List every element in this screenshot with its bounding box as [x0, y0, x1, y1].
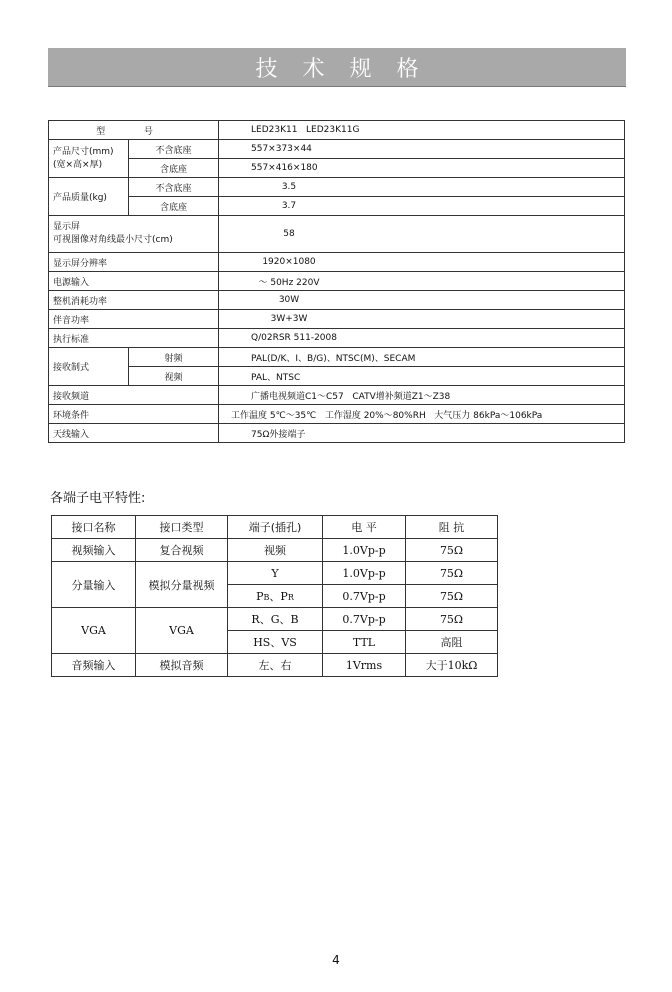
- port-level: TTL: [323, 631, 406, 654]
- system-label: 接收制式: [49, 348, 129, 386]
- audio-power-value: 3W+3W: [270, 314, 308, 324]
- weight-label: 产品质量(kg): [49, 178, 129, 216]
- table-row: [49, 329, 625, 348]
- page-title-bar: [48, 48, 626, 87]
- page-number: 4: [332, 953, 340, 967]
- standard-value: Q/02RSR 511-2008: [219, 329, 625, 348]
- port-name: 视频输入: [52, 539, 136, 562]
- resolution-label: 显示屏分辨率: [49, 253, 219, 272]
- size-with-stand-label: 含底座: [129, 159, 219, 178]
- page-title: 技 术 规 格: [255, 56, 428, 82]
- table-row: [49, 367, 625, 386]
- port-terminal: 视频: [228, 539, 323, 562]
- weight-with-stand-value: 3.7: [281, 201, 297, 211]
- display-value: 58: [283, 229, 295, 239]
- port-level: 1.0Vp-p: [323, 562, 406, 585]
- size-no-stand-label: 不含底座: [129, 140, 219, 159]
- size-label-line2: (宽×高×厚): [53, 159, 103, 170]
- antenna-label: 天线输入: [49, 424, 219, 443]
- port-type: 模拟音频: [136, 654, 228, 677]
- table-row: [49, 159, 625, 178]
- power-input-value: ～ 50Hz 220V: [258, 277, 320, 288]
- port-impedance: 75Ω: [406, 608, 498, 631]
- pb-subscript: B: [263, 593, 270, 602]
- model-value: LED23K11 LED23K11G: [251, 125, 360, 135]
- power-input-label: 电源输入: [49, 272, 219, 291]
- port-terminal: 左、右: [228, 654, 323, 677]
- pb-letter: P: [256, 590, 264, 603]
- audio-power-label: 伴音功率: [49, 310, 219, 329]
- port-impedance: 75Ω: [406, 585, 498, 608]
- port-level: 0.7Vp-p: [323, 585, 406, 608]
- column-header: 端子(插孔): [228, 516, 323, 539]
- env-value: 工作温度 5℃～35℃ 工作湿度 20%～80%RH 大气压力 86kPa～106kPa: [231, 410, 543, 421]
- section-heading: 各端子电平特性:: [50, 491, 146, 506]
- table-row: [52, 562, 498, 585]
- column-header: 接口类型: [136, 516, 228, 539]
- display-label-line1: 显示屏: [53, 222, 81, 232]
- weight-with-stand-label: 含底座: [129, 197, 219, 216]
- table-row: [49, 121, 625, 140]
- resolution-value: 1920×1080: [262, 257, 316, 267]
- power-consumption-value: 30W: [278, 295, 300, 305]
- pr-letter: P: [280, 590, 288, 603]
- port-type: 模拟分量视频: [136, 562, 228, 608]
- pr-subscript: R: [287, 593, 294, 602]
- model-label: 型 号: [96, 126, 171, 137]
- port-terminal: [228, 585, 323, 608]
- port-name: 音频输入: [52, 654, 136, 677]
- port-type: VGA: [136, 608, 228, 654]
- table-row: [49, 291, 625, 310]
- column-header: 电 平: [323, 516, 406, 539]
- port-name: VGA: [52, 608, 136, 654]
- port-impedance: 高阻: [406, 631, 498, 654]
- column-header: 接口名称: [52, 516, 136, 539]
- column-header: 阻 抗: [406, 516, 498, 539]
- table-row: [49, 424, 625, 443]
- table-row: [49, 253, 625, 272]
- weight-no-stand-label: 不含底座: [129, 178, 219, 197]
- port-terminal: Y: [228, 562, 323, 585]
- table-row: [49, 197, 625, 216]
- port-terminal: HS、VS: [228, 631, 323, 654]
- port-level: 0.7Vp-p: [323, 608, 406, 631]
- table-row: [49, 348, 625, 367]
- standard-label: 执行标准: [49, 329, 219, 348]
- size-with-stand-value: 557×416×180: [219, 159, 625, 178]
- table-header-row: [52, 516, 498, 539]
- terminal-separator: 、: [269, 590, 281, 603]
- rf-value: PAL(D/K、I、B/G)、NTSC(M)、SECAM: [219, 348, 625, 367]
- table-row: [49, 272, 625, 291]
- video-label: 视频: [129, 367, 219, 386]
- table-row: [49, 140, 625, 159]
- port-impedance: 75Ω: [406, 562, 498, 585]
- spec-table: [48, 120, 625, 443]
- table-row: [49, 405, 625, 424]
- port-name: 分量输入: [52, 562, 136, 608]
- port-impedance: 75Ω: [406, 539, 498, 562]
- antenna-value: 75Ω外接端子: [219, 424, 625, 443]
- port-type: 复合视频: [136, 539, 228, 562]
- weight-no-stand-value: 3.5: [281, 182, 297, 192]
- channel-label: 接收频道: [49, 386, 219, 405]
- port-level: 1.0Vp-p: [323, 539, 406, 562]
- rf-label: 射频: [129, 348, 219, 367]
- port-level-table: [51, 515, 498, 677]
- size-label-line1: 产品尺寸(mm): [53, 146, 114, 157]
- port-terminal: R、G、B: [228, 608, 323, 631]
- table-row: [52, 539, 498, 562]
- table-row: [52, 608, 498, 631]
- table-row: [49, 310, 625, 329]
- table-row: [49, 386, 625, 405]
- table-row: [49, 216, 625, 253]
- size-no-stand-value: 557×373×44: [219, 140, 625, 159]
- channel-value: 广播电视频道C1～C57 CATV增补频道Z1～Z38: [251, 391, 451, 402]
- table-row: [52, 654, 498, 677]
- video-value: PAL、NTSC: [219, 367, 625, 386]
- port-level: 1Vrms: [323, 654, 406, 677]
- display-label-line2: 可视图像对角线最小尺寸(cm): [53, 235, 173, 245]
- env-label: 环境条件: [49, 405, 219, 424]
- power-consumption-label: 整机消耗功率: [49, 291, 219, 310]
- port-impedance: 大于10kΩ: [406, 654, 498, 677]
- table-row: [49, 178, 625, 197]
